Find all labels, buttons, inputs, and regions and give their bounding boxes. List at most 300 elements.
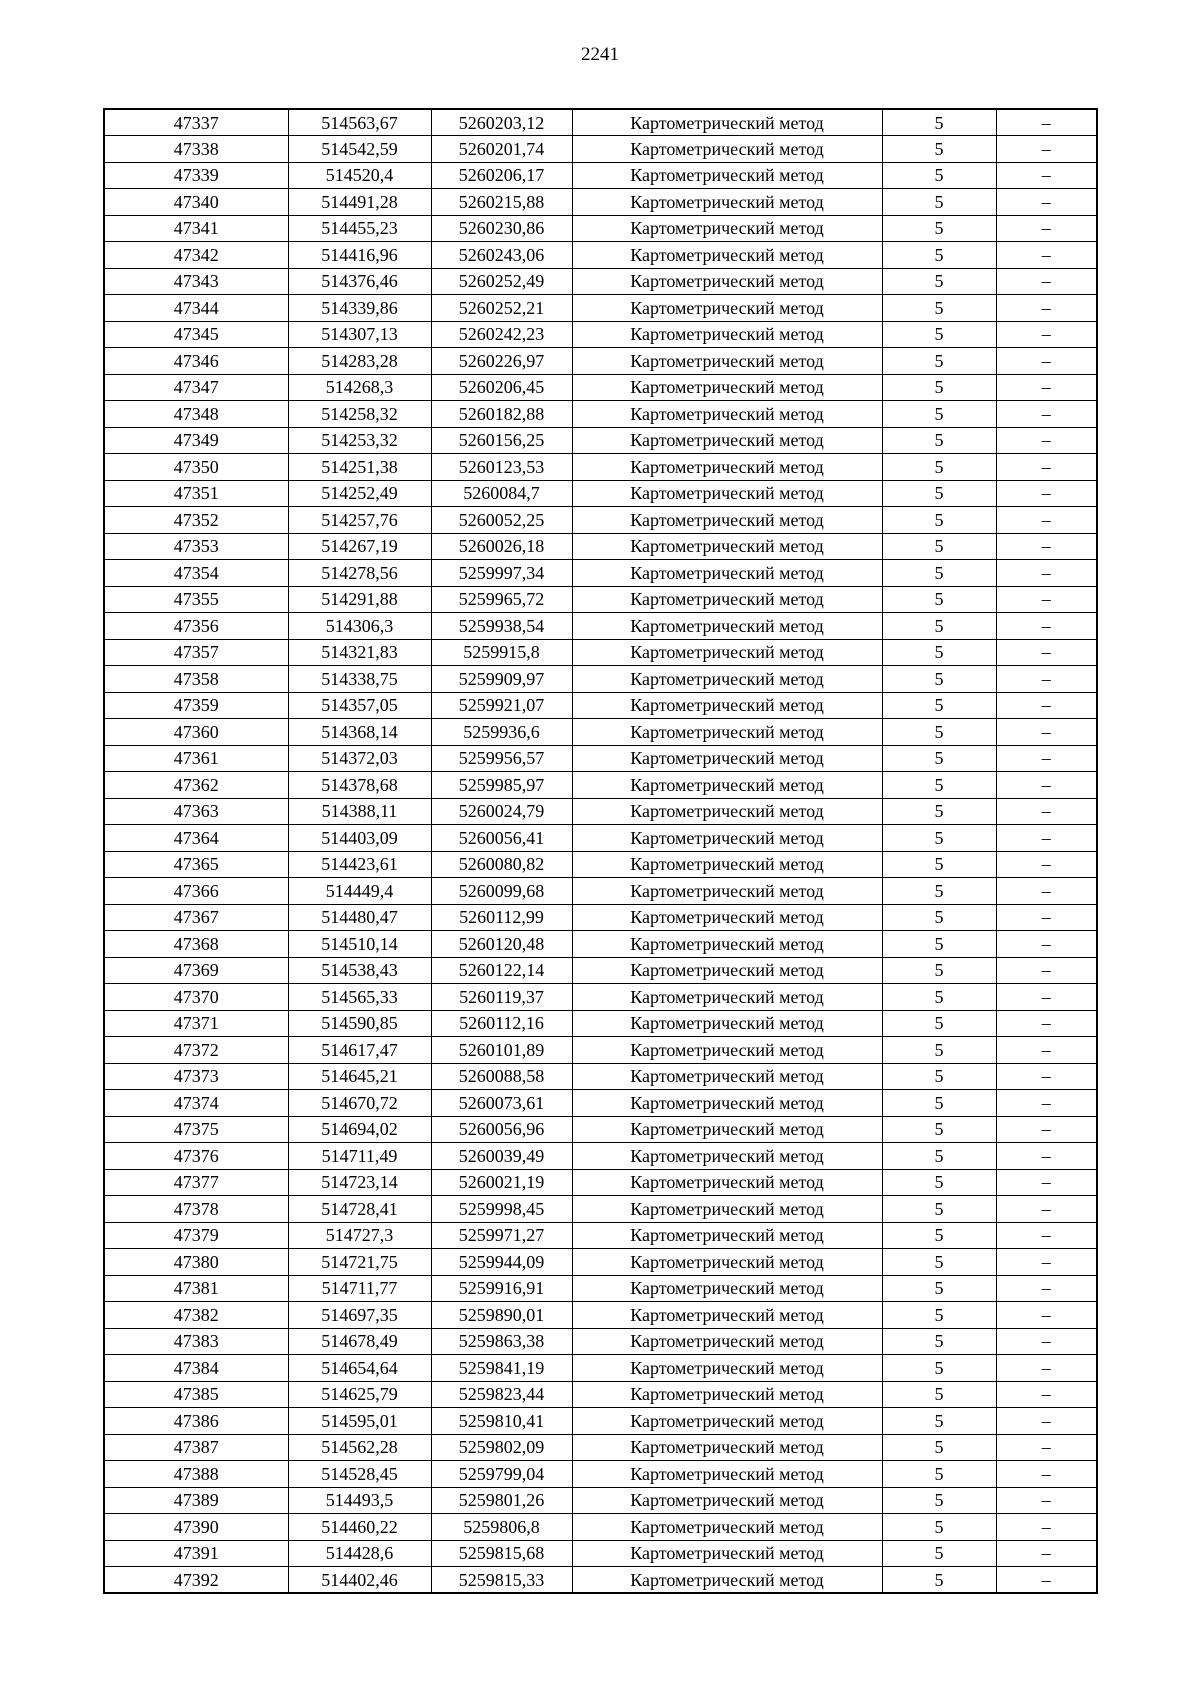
y-coordinate-cell: 5260123,53 <box>431 454 572 481</box>
y-coordinate-cell: 5259815,33 <box>431 1567 572 1594</box>
point-number-cell: 47344 <box>104 295 288 322</box>
table-row <box>104 1090 1097 1117</box>
x-coordinate-cell: 514368,14 <box>288 719 431 746</box>
y-coordinate-cell: 5260052,25 <box>431 507 572 534</box>
x-coordinate-cell: 514449,4 <box>288 878 431 905</box>
note-cell: – <box>996 1355 1097 1382</box>
accuracy-cell: 5 <box>882 878 996 905</box>
method-cell: Картометрический метод <box>572 1090 882 1117</box>
accuracy-cell: 5 <box>882 957 996 984</box>
table-row <box>104 1169 1097 1196</box>
point-number-cell: 47358 <box>104 666 288 693</box>
accuracy-cell: 5 <box>882 639 996 666</box>
x-coordinate-cell: 514372,03 <box>288 745 431 772</box>
accuracy-cell: 5 <box>882 162 996 189</box>
method-cell: Картометрический метод <box>572 719 882 746</box>
note-cell: – <box>996 1116 1097 1143</box>
note-cell: – <box>996 533 1097 560</box>
y-coordinate-cell: 5260215,88 <box>431 189 572 216</box>
accuracy-cell: 5 <box>882 189 996 216</box>
accuracy-cell: 5 <box>882 1037 996 1064</box>
table-row <box>104 1434 1097 1461</box>
method-cell: Картометрический метод <box>572 268 882 295</box>
y-coordinate-cell: 5259810,41 <box>431 1408 572 1435</box>
x-coordinate-cell: 514460,22 <box>288 1514 431 1541</box>
table-row <box>104 851 1097 878</box>
note-cell: – <box>996 878 1097 905</box>
point-number-cell: 47349 <box>104 427 288 454</box>
point-number-cell: 47390 <box>104 1514 288 1541</box>
note-cell: – <box>996 1567 1097 1594</box>
method-cell: Картометрический метод <box>572 666 882 693</box>
accuracy-cell: 5 <box>882 560 996 587</box>
method-cell: Картометрический метод <box>572 931 882 958</box>
accuracy-cell: 5 <box>882 268 996 295</box>
x-coordinate-cell: 514542,59 <box>288 136 431 163</box>
table-row <box>104 136 1097 163</box>
method-cell: Картометрический метод <box>572 1434 882 1461</box>
method-cell: Картометрический метод <box>572 904 882 931</box>
y-coordinate-cell: 5260206,17 <box>431 162 572 189</box>
method-cell: Картометрический метод <box>572 798 882 825</box>
y-coordinate-cell: 5260182,88 <box>431 401 572 428</box>
accuracy-cell: 5 <box>882 374 996 401</box>
x-coordinate-cell: 514617,47 <box>288 1037 431 1064</box>
method-cell: Картометрический метод <box>572 162 882 189</box>
x-coordinate-cell: 514257,76 <box>288 507 431 534</box>
point-number-cell: 47364 <box>104 825 288 852</box>
method-cell: Картометрический метод <box>572 215 882 242</box>
y-coordinate-cell: 5260226,97 <box>431 348 572 375</box>
note-cell: – <box>996 904 1097 931</box>
table-row <box>104 692 1097 719</box>
accuracy-cell: 5 <box>882 242 996 269</box>
y-coordinate-cell: 5259799,04 <box>431 1461 572 1488</box>
y-coordinate-cell: 5260206,45 <box>431 374 572 401</box>
y-coordinate-cell: 5260080,82 <box>431 851 572 878</box>
point-number-cell: 47348 <box>104 401 288 428</box>
x-coordinate-cell: 514491,28 <box>288 189 431 216</box>
point-number-cell: 47357 <box>104 639 288 666</box>
x-coordinate-cell: 514563,67 <box>288 109 431 136</box>
point-number-cell: 47381 <box>104 1275 288 1302</box>
accuracy-cell: 5 <box>882 825 996 852</box>
y-coordinate-cell: 5259938,54 <box>431 613 572 640</box>
x-coordinate-cell: 514645,21 <box>288 1063 431 1090</box>
point-number-cell: 47373 <box>104 1063 288 1090</box>
table-row <box>104 1381 1097 1408</box>
y-coordinate-cell: 5260201,74 <box>431 136 572 163</box>
x-coordinate-cell: 514721,75 <box>288 1249 431 1276</box>
x-coordinate-cell: 514728,41 <box>288 1196 431 1223</box>
y-coordinate-cell: 5259936,6 <box>431 719 572 746</box>
table-row <box>104 798 1097 825</box>
table-row <box>104 1328 1097 1355</box>
method-cell: Картометрический метод <box>572 454 882 481</box>
table-row <box>104 268 1097 295</box>
x-coordinate-cell: 514306,3 <box>288 613 431 640</box>
note-cell: – <box>996 454 1097 481</box>
method-cell: Картометрический метод <box>572 586 882 613</box>
x-coordinate-cell: 514723,14 <box>288 1169 431 1196</box>
note-cell: – <box>996 825 1097 852</box>
table-row <box>104 109 1097 136</box>
accuracy-cell: 5 <box>882 427 996 454</box>
note-cell: – <box>996 613 1097 640</box>
method-cell: Картометрический метод <box>572 1222 882 1249</box>
note-cell: – <box>996 692 1097 719</box>
x-coordinate-cell: 514253,32 <box>288 427 431 454</box>
note-cell: – <box>996 1540 1097 1567</box>
note-cell: – <box>996 1381 1097 1408</box>
accuracy-cell: 5 <box>882 1222 996 1249</box>
x-coordinate-cell: 514678,49 <box>288 1328 431 1355</box>
accuracy-cell: 5 <box>882 321 996 348</box>
table-row <box>104 745 1097 772</box>
coordinates-table <box>103 108 1098 1594</box>
point-number-cell: 47337 <box>104 109 288 136</box>
method-cell: Картометрический метод <box>572 1275 882 1302</box>
note-cell: – <box>996 666 1097 693</box>
point-number-cell: 47341 <box>104 215 288 242</box>
point-number-cell: 47367 <box>104 904 288 931</box>
accuracy-cell: 5 <box>882 109 996 136</box>
y-coordinate-cell: 5260156,25 <box>431 427 572 454</box>
method-cell: Картометрический метод <box>572 1037 882 1064</box>
y-coordinate-cell: 5260119,37 <box>431 984 572 1011</box>
table-row <box>104 1461 1097 1488</box>
y-coordinate-cell: 5260112,16 <box>431 1010 572 1037</box>
method-cell: Картометрический метод <box>572 401 882 428</box>
table-row <box>104 1196 1097 1223</box>
method-cell: Картометрический метод <box>572 639 882 666</box>
table-row <box>104 1302 1097 1329</box>
y-coordinate-cell: 5259956,57 <box>431 745 572 772</box>
y-coordinate-cell: 5259985,97 <box>431 772 572 799</box>
x-coordinate-cell: 514565,33 <box>288 984 431 1011</box>
table-row <box>104 586 1097 613</box>
table-row <box>104 401 1097 428</box>
note-cell: – <box>996 374 1097 401</box>
x-coordinate-cell: 514252,49 <box>288 480 431 507</box>
y-coordinate-cell: 5259998,45 <box>431 1196 572 1223</box>
x-coordinate-cell: 514258,32 <box>288 401 431 428</box>
point-number-cell: 47366 <box>104 878 288 905</box>
table-row <box>104 772 1097 799</box>
x-coordinate-cell: 514267,19 <box>288 533 431 560</box>
accuracy-cell: 5 <box>882 1408 996 1435</box>
note-cell: – <box>996 1461 1097 1488</box>
method-cell: Картометрический метод <box>572 507 882 534</box>
method-cell: Картометрический метод <box>572 1010 882 1037</box>
point-number-cell: 47365 <box>104 851 288 878</box>
x-coordinate-cell: 514428,6 <box>288 1540 431 1567</box>
accuracy-cell: 5 <box>882 1302 996 1329</box>
x-coordinate-cell: 514727,3 <box>288 1222 431 1249</box>
y-coordinate-cell: 5259806,8 <box>431 1514 572 1541</box>
note-cell: – <box>996 957 1097 984</box>
y-coordinate-cell: 5260112,99 <box>431 904 572 931</box>
note-cell: – <box>996 719 1097 746</box>
point-number-cell: 47380 <box>104 1249 288 1276</box>
point-number-cell: 47384 <box>104 1355 288 1382</box>
table-row <box>104 1010 1097 1037</box>
table-row <box>104 321 1097 348</box>
point-number-cell: 47370 <box>104 984 288 1011</box>
point-number-cell: 47347 <box>104 374 288 401</box>
note-cell: – <box>996 162 1097 189</box>
point-number-cell: 47351 <box>104 480 288 507</box>
note-cell: – <box>996 215 1097 242</box>
method-cell: Картометрический метод <box>572 242 882 269</box>
x-coordinate-cell: 514520,4 <box>288 162 431 189</box>
accuracy-cell: 5 <box>882 1275 996 1302</box>
note-cell: – <box>996 1249 1097 1276</box>
table-row <box>104 1355 1097 1382</box>
x-coordinate-cell: 514625,79 <box>288 1381 431 1408</box>
note-cell: – <box>996 189 1097 216</box>
accuracy-cell: 5 <box>882 851 996 878</box>
accuracy-cell: 5 <box>882 1116 996 1143</box>
note-cell: – <box>996 1514 1097 1541</box>
table-row <box>104 931 1097 958</box>
accuracy-cell: 5 <box>882 745 996 772</box>
accuracy-cell: 5 <box>882 1461 996 1488</box>
note-cell: – <box>996 1328 1097 1355</box>
point-number-cell: 47363 <box>104 798 288 825</box>
note-cell: – <box>996 1487 1097 1514</box>
table-row <box>104 666 1097 693</box>
y-coordinate-cell: 5260230,86 <box>431 215 572 242</box>
method-cell: Картометрический метод <box>572 1355 882 1382</box>
table-row <box>104 1514 1097 1541</box>
x-coordinate-cell: 514416,96 <box>288 242 431 269</box>
point-number-cell: 47377 <box>104 1169 288 1196</box>
table-row <box>104 1063 1097 1090</box>
note-cell: – <box>996 268 1097 295</box>
x-coordinate-cell: 514388,11 <box>288 798 431 825</box>
x-coordinate-cell: 514376,46 <box>288 268 431 295</box>
table-row <box>104 1116 1097 1143</box>
method-cell: Картометрический метод <box>572 295 882 322</box>
point-number-cell: 47391 <box>104 1540 288 1567</box>
table-row <box>104 1037 1097 1064</box>
table-row <box>104 1540 1097 1567</box>
accuracy-cell: 5 <box>882 772 996 799</box>
table-row <box>104 1249 1097 1276</box>
method-cell: Картометрический метод <box>572 1328 882 1355</box>
note-cell: – <box>996 984 1097 1011</box>
note-cell: – <box>996 480 1097 507</box>
note-cell: – <box>996 1275 1097 1302</box>
accuracy-cell: 5 <box>882 1090 996 1117</box>
table-row <box>104 1567 1097 1594</box>
accuracy-cell: 5 <box>882 1328 996 1355</box>
note-cell: – <box>996 586 1097 613</box>
y-coordinate-cell: 5259802,09 <box>431 1434 572 1461</box>
note-cell: – <box>996 1196 1097 1223</box>
x-coordinate-cell: 514694,02 <box>288 1116 431 1143</box>
x-coordinate-cell: 514528,45 <box>288 1461 431 1488</box>
accuracy-cell: 5 <box>882 1487 996 1514</box>
accuracy-cell: 5 <box>882 719 996 746</box>
accuracy-cell: 5 <box>882 215 996 242</box>
point-number-cell: 47368 <box>104 931 288 958</box>
accuracy-cell: 5 <box>882 586 996 613</box>
x-coordinate-cell: 514697,35 <box>288 1302 431 1329</box>
point-number-cell: 47387 <box>104 1434 288 1461</box>
table-row <box>104 454 1097 481</box>
point-number-cell: 47388 <box>104 1461 288 1488</box>
accuracy-cell: 5 <box>882 295 996 322</box>
y-coordinate-cell: 5260084,7 <box>431 480 572 507</box>
method-cell: Картометрический метод <box>572 1540 882 1567</box>
method-cell: Картометрический метод <box>572 957 882 984</box>
note-cell: – <box>996 109 1097 136</box>
accuracy-cell: 5 <box>882 1143 996 1170</box>
table-row <box>104 984 1097 1011</box>
y-coordinate-cell: 5259965,72 <box>431 586 572 613</box>
note-cell: – <box>996 851 1097 878</box>
x-coordinate-cell: 514480,47 <box>288 904 431 931</box>
x-coordinate-cell: 514654,64 <box>288 1355 431 1382</box>
point-number-cell: 47369 <box>104 957 288 984</box>
point-number-cell: 47353 <box>104 533 288 560</box>
table-row <box>104 560 1097 587</box>
point-number-cell: 47352 <box>104 507 288 534</box>
y-coordinate-cell: 5260243,06 <box>431 242 572 269</box>
method-cell: Картометрический метод <box>572 374 882 401</box>
method-cell: Картометрический метод <box>572 109 882 136</box>
note-cell: – <box>996 1434 1097 1461</box>
table-row <box>104 1222 1097 1249</box>
note-cell: – <box>996 1302 1097 1329</box>
method-cell: Картометрический метод <box>572 1487 882 1514</box>
table-row <box>104 613 1097 640</box>
table-row <box>104 189 1097 216</box>
x-coordinate-cell: 514455,23 <box>288 215 431 242</box>
y-coordinate-cell: 5260073,61 <box>431 1090 572 1117</box>
note-cell: – <box>996 401 1097 428</box>
accuracy-cell: 5 <box>882 348 996 375</box>
point-number-cell: 47386 <box>104 1408 288 1435</box>
y-coordinate-cell: 5259823,44 <box>431 1381 572 1408</box>
method-cell: Картометрический метод <box>572 825 882 852</box>
method-cell: Картометрический метод <box>572 613 882 640</box>
table-row <box>104 533 1097 560</box>
method-cell: Картометрический метод <box>572 189 882 216</box>
point-number-cell: 47356 <box>104 613 288 640</box>
table-row <box>104 162 1097 189</box>
y-coordinate-cell: 5259916,91 <box>431 1275 572 1302</box>
method-cell: Картометрический метод <box>572 878 882 905</box>
point-number-cell: 47375 <box>104 1116 288 1143</box>
note-cell: – <box>996 798 1097 825</box>
x-coordinate-cell: 514711,77 <box>288 1275 431 1302</box>
point-number-cell: 47374 <box>104 1090 288 1117</box>
point-number-cell: 47385 <box>104 1381 288 1408</box>
table-row <box>104 825 1097 852</box>
y-coordinate-cell: 5260099,68 <box>431 878 572 905</box>
accuracy-cell: 5 <box>882 1355 996 1382</box>
point-number-cell: 47382 <box>104 1302 288 1329</box>
y-coordinate-cell: 5260252,21 <box>431 295 572 322</box>
method-cell: Картометрический метод <box>572 1116 882 1143</box>
method-cell: Картометрический метод <box>572 745 882 772</box>
x-coordinate-cell: 514538,43 <box>288 957 431 984</box>
table-row <box>104 480 1097 507</box>
point-number-cell: 47345 <box>104 321 288 348</box>
note-cell: – <box>996 427 1097 454</box>
accuracy-cell: 5 <box>882 1434 996 1461</box>
point-number-cell: 47378 <box>104 1196 288 1223</box>
y-coordinate-cell: 5259863,38 <box>431 1328 572 1355</box>
accuracy-cell: 5 <box>882 904 996 931</box>
table-row <box>104 507 1097 534</box>
method-cell: Картометрический метод <box>572 1169 882 1196</box>
x-coordinate-cell: 514595,01 <box>288 1408 431 1435</box>
accuracy-cell: 5 <box>882 1063 996 1090</box>
y-coordinate-cell: 5259890,01 <box>431 1302 572 1329</box>
method-cell: Картометрический метод <box>572 480 882 507</box>
accuracy-cell: 5 <box>882 692 996 719</box>
accuracy-cell: 5 <box>882 480 996 507</box>
y-coordinate-cell: 5260088,58 <box>431 1063 572 1090</box>
table-row <box>104 1487 1097 1514</box>
y-coordinate-cell: 5259971,27 <box>431 1222 572 1249</box>
note-cell: – <box>996 772 1097 799</box>
point-number-cell: 47360 <box>104 719 288 746</box>
accuracy-cell: 5 <box>882 931 996 958</box>
y-coordinate-cell: 5260021,19 <box>431 1169 572 1196</box>
point-number-cell: 47389 <box>104 1487 288 1514</box>
table-row <box>104 719 1097 746</box>
note-cell: – <box>996 1090 1097 1117</box>
y-coordinate-cell: 5260024,79 <box>431 798 572 825</box>
method-cell: Картометрический метод <box>572 1408 882 1435</box>
table-row <box>104 1143 1097 1170</box>
point-number-cell: 47343 <box>104 268 288 295</box>
note-cell: – <box>996 639 1097 666</box>
table-row <box>104 348 1097 375</box>
y-coordinate-cell: 5259997,34 <box>431 560 572 587</box>
note-cell: – <box>996 321 1097 348</box>
y-coordinate-cell: 5260026,18 <box>431 533 572 560</box>
accuracy-cell: 5 <box>882 984 996 1011</box>
x-coordinate-cell: 514670,72 <box>288 1090 431 1117</box>
note-cell: – <box>996 242 1097 269</box>
method-cell: Картометрический метод <box>572 851 882 878</box>
point-number-cell: 47354 <box>104 560 288 587</box>
accuracy-cell: 5 <box>882 507 996 534</box>
x-coordinate-cell: 514357,05 <box>288 692 431 719</box>
table-row <box>104 295 1097 322</box>
note-cell: – <box>996 136 1097 163</box>
accuracy-cell: 5 <box>882 454 996 481</box>
note-cell: – <box>996 1037 1097 1064</box>
point-number-cell: 47346 <box>104 348 288 375</box>
method-cell: Картометрический метод <box>572 772 882 799</box>
note-cell: – <box>996 348 1097 375</box>
table-row <box>104 374 1097 401</box>
x-coordinate-cell: 514283,28 <box>288 348 431 375</box>
y-coordinate-cell: 5260242,23 <box>431 321 572 348</box>
y-coordinate-cell: 5260252,49 <box>431 268 572 295</box>
accuracy-cell: 5 <box>882 1567 996 1594</box>
accuracy-cell: 5 <box>882 401 996 428</box>
point-number-cell: 47372 <box>104 1037 288 1064</box>
y-coordinate-cell: 5260039,49 <box>431 1143 572 1170</box>
